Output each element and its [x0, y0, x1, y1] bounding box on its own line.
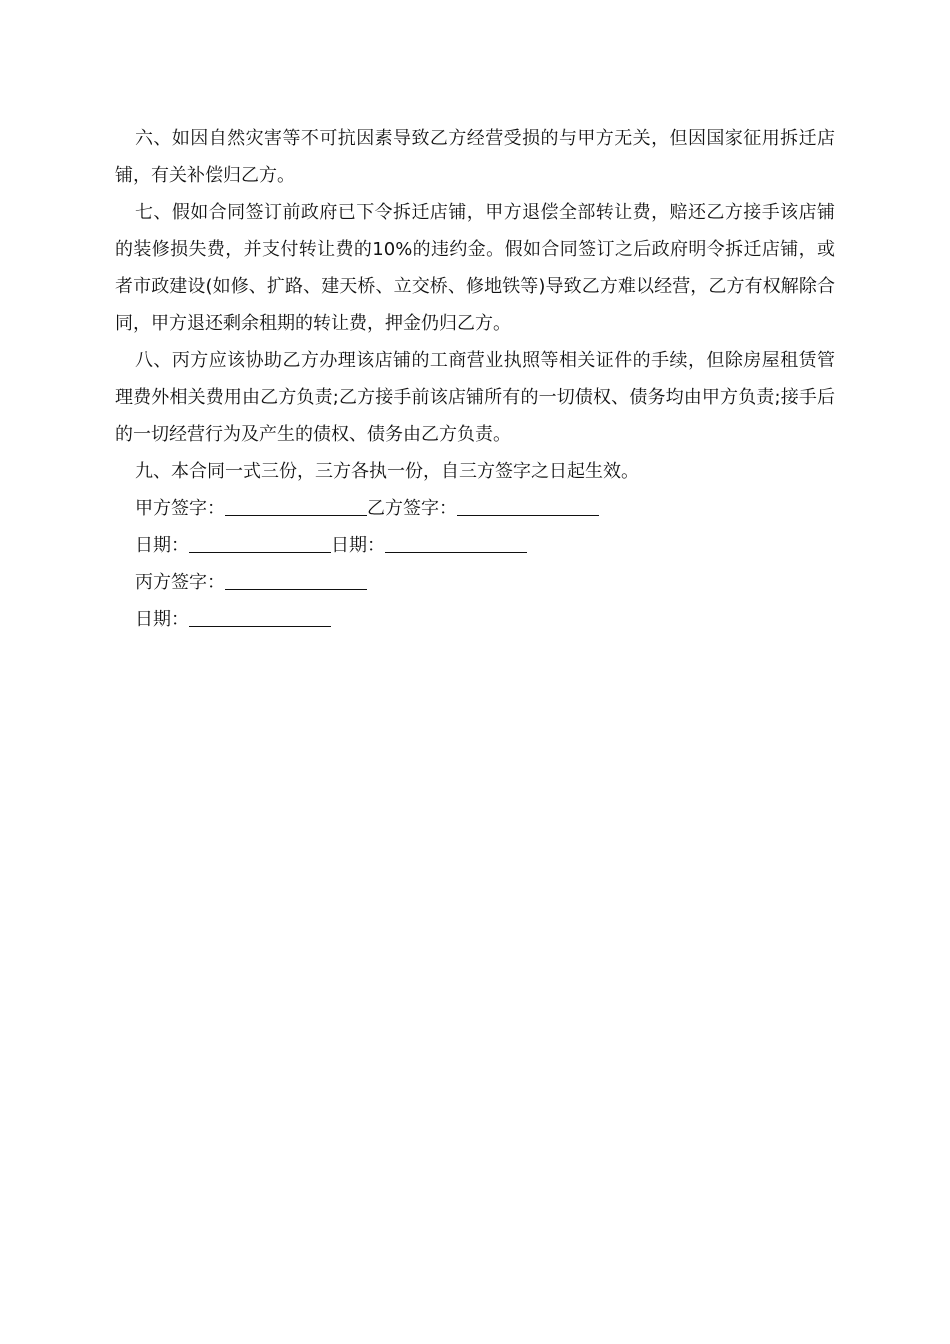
clause-8: 八、丙方应该协助乙方办理该店铺的工商营业执照等相关证件的手续，但除房屋租赁管理费外相关费用由乙方负责;乙方接手前该店铺所有的一切债权、债务均由甲方负责;接手后的一切经营行为及产生的债权、债务由乙方负责。 — [115, 350, 835, 445]
date-label-a: 日期： — [135, 535, 189, 556]
date-blank-b — [385, 532, 527, 553]
date-blank-a — [189, 532, 331, 553]
signature-row-ab — [115, 490, 835, 527]
clause-9: 九、本合同一式三份，三方各执一份，自三方签字之日起生效。 — [135, 461, 639, 482]
date-row-ab — [115, 527, 835, 564]
party-a-signature-label: 甲方签字： — [135, 498, 225, 519]
clause-7: 七、假如合同签订前政府已下令拆迁店铺，甲方退偿全部转让费，赔还乙方接手该店铺的装修损失费，并支付转让费的10%的违约金。假如合同签订之后政府明令拆迁店铺，或者市政建设(如修、扩路、建天桥、立交桥、修地铁等)导致乙方难以经营，乙方有权解除合同，甲方退还剩余租期的转让费，押金仍归乙方。 — [115, 202, 835, 334]
date-row-c — [115, 601, 835, 638]
date-label-b: 日期： — [331, 535, 385, 556]
date-label-c: 日期： — [135, 609, 189, 630]
contract-body — [115, 120, 835, 638]
party-b-signature-label: 乙方签字： — [367, 498, 457, 519]
clause-6: 六、如因自然灾害等不可抗因素导致乙方经营受损的与甲方无关，但因国家征用拆迁店铺，有关补偿归乙方。 — [115, 128, 835, 186]
party-b-signature-blank — [457, 495, 599, 516]
date-blank-c — [189, 606, 331, 627]
party-c-signature-label: 丙方签字： — [135, 572, 225, 593]
party-a-signature-blank — [225, 495, 367, 516]
party-c-signature-blank — [225, 569, 367, 590]
signature-row-c — [115, 564, 835, 601]
